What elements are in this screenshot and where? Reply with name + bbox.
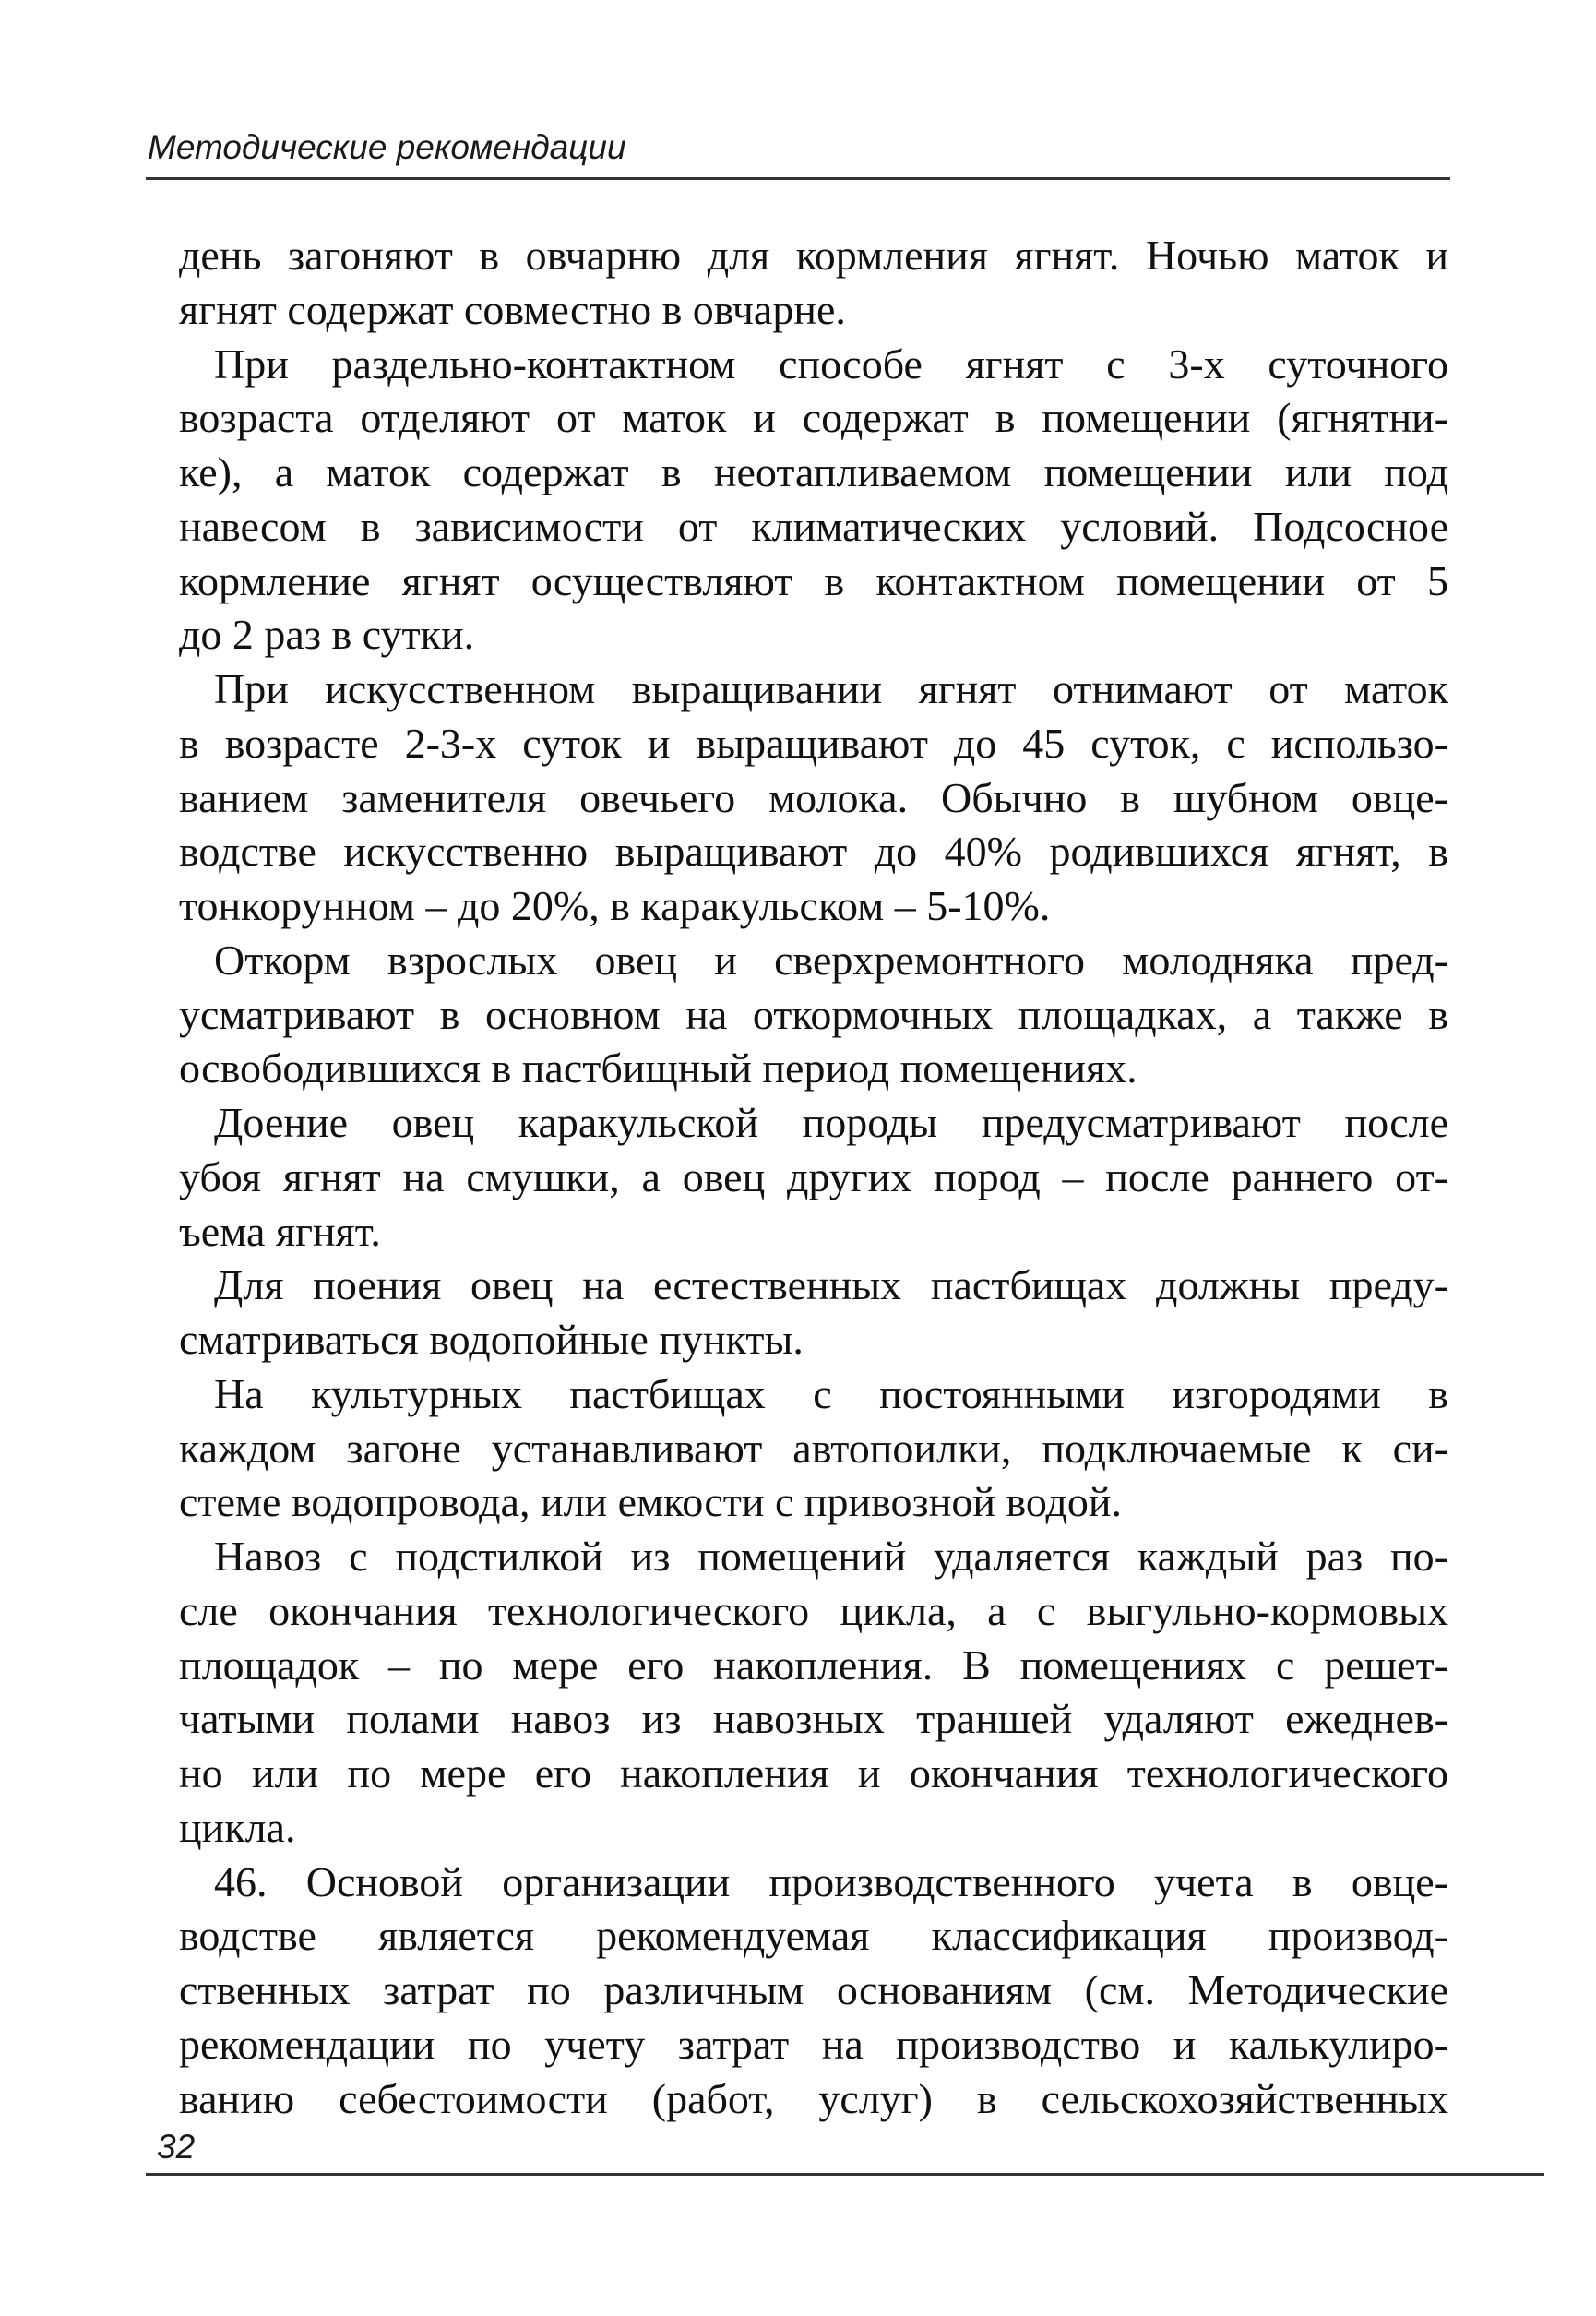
text-line: освободившихся в пастбищный период помещениях. <box>179 1045 1137 1092</box>
paragraph <box>179 1259 1448 1367</box>
paragraph <box>179 1530 1448 1856</box>
text-line: день загоняют в овчарню для кормления ягнят. Ночью маток и <box>179 232 1448 279</box>
text-line: рекомендации по учету затрат на производство и калькулиро- <box>179 2020 1448 2068</box>
paragraph <box>179 1096 1448 1259</box>
paragraph <box>179 229 1448 338</box>
page-number: 32 <box>157 2128 196 2166</box>
text-line: усматривают в основном на откормочных площадках, а также в <box>179 990 1448 1038</box>
text-line: водстве искусственно выращивают до 40% родившихся ягнят, в <box>179 828 1448 876</box>
text-line: водстве является рекомендуемая классификация производ- <box>179 1912 1448 1960</box>
text-line: ванию себестоимости (работ, услуг) в сельскохозяйственных <box>179 2074 1448 2122</box>
header-divider <box>146 177 1450 180</box>
paragraph <box>179 1856 1448 2127</box>
text-line: Откорм взрослых овец и сверхремонтного молодняка пред- <box>214 936 1448 984</box>
text-line: При раздельно-контактном способе ягнят с 3-х суточного <box>214 340 1448 388</box>
text-line: но или по мере его накопления и окончания технологического <box>179 1749 1448 1797</box>
paragraph <box>179 934 1448 1096</box>
text-line: чатыми полами навоз из навозных траншей удаляют ежеднев- <box>179 1695 1448 1743</box>
text-line: сле окончания технологического цикла, а с выгульно-кормовых <box>179 1586 1448 1634</box>
running-header-title: Методические рекомендации <box>148 128 626 166</box>
text-line: Навоз с подстилкой из помещений удаляется каждый раз по- <box>214 1533 1448 1580</box>
paragraph <box>179 1367 1448 1530</box>
text-line: площадок – по мере его накопления. В помещениях с решет- <box>179 1641 1448 1689</box>
text-line: тонкорунном – до 20%, в каракульском – 5-10%. <box>179 882 1051 929</box>
text-line: в возрасте 2-3-х суток и выращивают до 45 суток, с использо- <box>179 719 1448 767</box>
text-line: навесом в зависимости от климатических условий. Подсосное <box>179 502 1448 550</box>
text-line: каждом загоне устанавливают автопоилки, подключаемые к си- <box>179 1424 1448 1472</box>
text-line: Для поения овец на естественных пастбищах должны преду- <box>214 1261 1448 1309</box>
footer-divider <box>146 2173 1544 2176</box>
text-line: Доение овец каракульской породы предусматривают после <box>214 1099 1448 1146</box>
text-line: сматриваться водопойные пункты. <box>179 1316 804 1363</box>
text-line: стеме водопровода, или емкости с привозной водой. <box>179 1478 1123 1526</box>
paragraph <box>179 663 1448 934</box>
text-line: кормление ягнят осуществляют в контактном помещении от 5 <box>179 556 1448 604</box>
text-line: На культурных пастбищах с постоянными изгородями в <box>214 1369 1448 1417</box>
text-line: ягнят содержат совместно в овчарне. <box>179 285 846 333</box>
text-line: цикла. <box>179 1803 296 1851</box>
text-line: ке), а маток содержат в неотапливаемом помещении или под <box>179 448 1448 495</box>
text-line: 46. Основой организации производственного учета в овце- <box>214 1857 1448 1905</box>
text-line: ъема ягнят. <box>179 1207 381 1255</box>
text-line: до 2 раз в сутки. <box>179 611 475 659</box>
body-text <box>179 229 1448 2126</box>
text-line: ванием заменителя овечьего молока. Обычно в шубном овце- <box>179 773 1448 821</box>
text-line: убоя ягнят на смушки, а овец других пород – после раннего от- <box>179 1152 1448 1200</box>
text-line: возраста отделяют от маток и содержат в помещении (ягнятни- <box>179 394 1448 442</box>
text-line: При искусственном выращивании ягнят отнимают от маток <box>214 665 1448 712</box>
paragraph <box>179 338 1448 663</box>
text-line: ственных затрат по различным основаниям (см. Методические <box>179 1966 1448 2013</box>
